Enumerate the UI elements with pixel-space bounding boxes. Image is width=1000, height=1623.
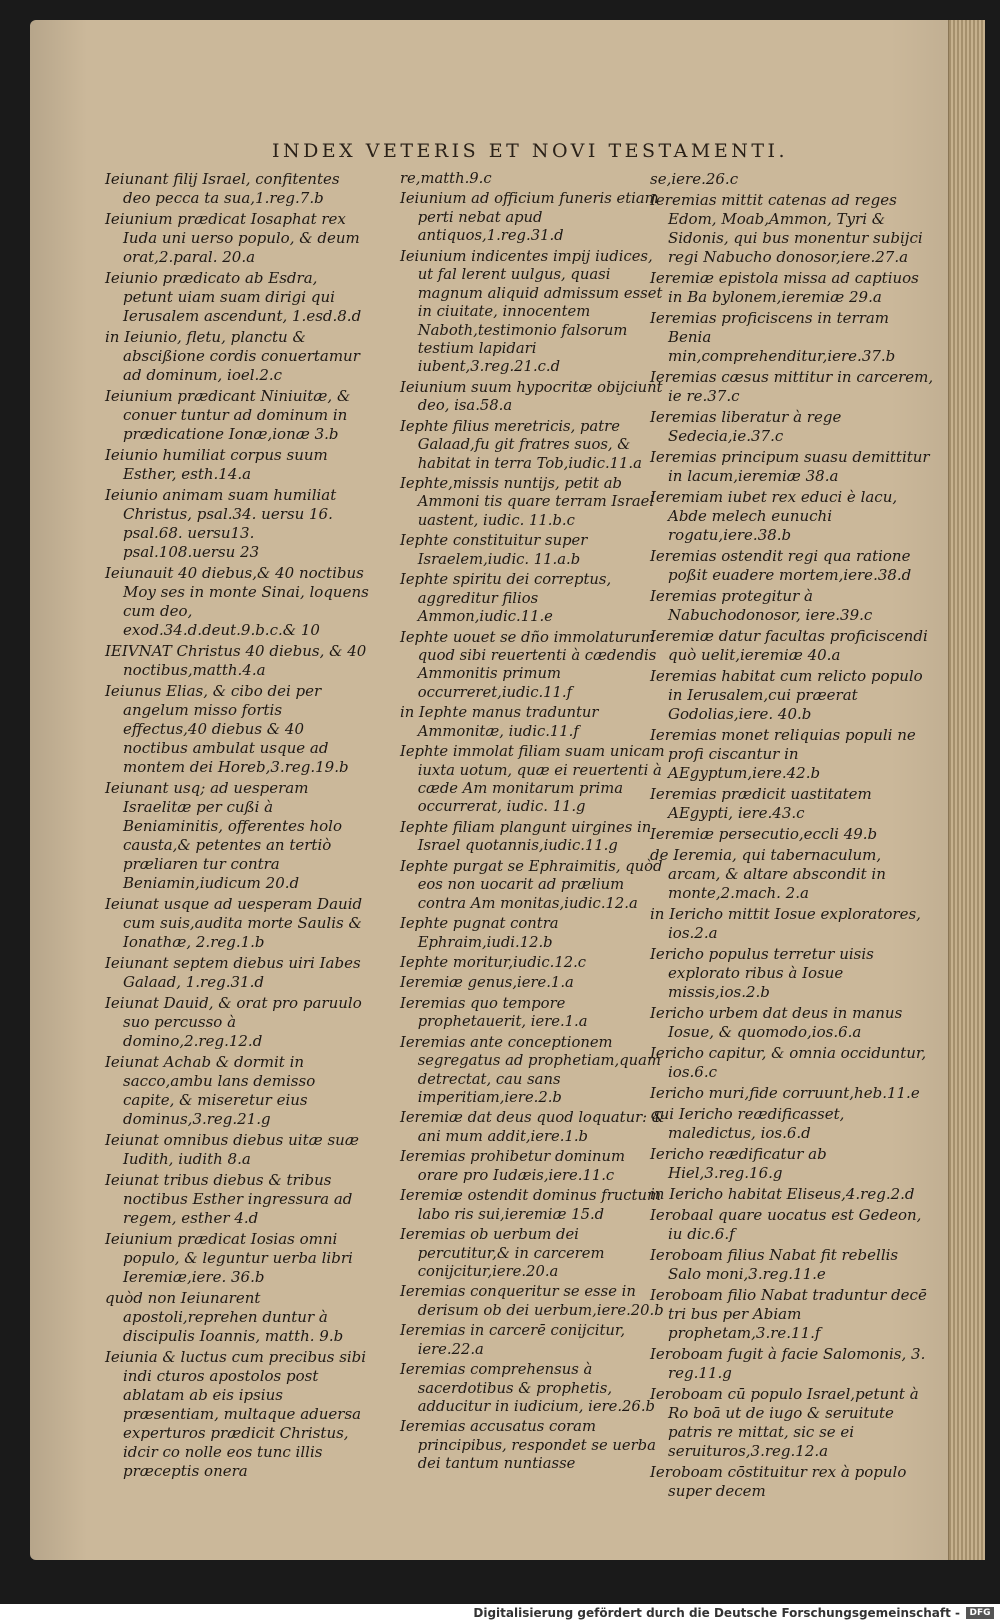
index-entry: Ieremiæ dat deus quod loquatur: & ani mum addit,iere.1.b [400,1109,665,1145]
index-entry: Ieremias ostendit regi qua ratione poßit euadere mortem,iere.38.d [650,547,912,584]
index-entry: Iericho populus terretur uisis explorato ribus à Iosue missis,ios.2.b [650,945,874,1001]
index-entry: IEIVNAT Christus 40 diebus, & 40 noctibus,matth.4.a [105,642,367,679]
index-entry: Ieroboam filio Nabat traduntur decē tri bus per Abiam prophetam,3.re.11.f [650,1286,927,1342]
index-column-left [105,170,370,1483]
page-header: INDEX VETERIS ET NOVI TESTAMENTI. [271,140,789,162]
index-entry: Ieiunat omnibus diebus uitæ suæ Iudith, iudith 8.a [105,1131,359,1168]
index-entry: Ieroboam filius Nabat fit rebellis Salo moni,3.reg.11.e [650,1246,899,1283]
index-entry: Ieremias prædicit uastitatem AEgypti, iere.43.c [650,785,872,822]
index-entry: in Iericho habitat Eliseus,4.reg.2.d [650,1185,915,1203]
index-entry: in Ieiunio, fletu, planctu & abscißione cordis conuertamur ad dominum, ioel.2.c [105,328,360,384]
index-entry: Ieremiæ datur facultas proficiscendi quò uelit,ieremiæ 40.a [650,627,928,664]
index-entry: Ieiunio humiliat corpus suum Esther, esth.14.a [105,446,328,483]
index-entry: Ieremias ante conceptionem segregatus ad prophetiam,quam detrectat, cau sans imperitiam,iere.2.b [400,1033,661,1106]
index-entry: Ieremias prohibetur dominum orare pro Iudæis,iere.11.c [400,1148,626,1184]
index-entry: Ieremiæ epistola missa ad captiuos in Ba bylonem,ieremiæ 29.a [650,269,919,306]
index-entry: Ieremias mittit catenas ad reges Edom, Moab,Ammon, Tyri & Sidonis, qui bus monentur subijci regi Nabucho donosor,iere.27.a [650,191,923,266]
index-entry: Ieiunium ad officium funeris etiam perti nebat apud antiquos,1.reg.31.d [400,190,659,245]
index-entry: Iericho muri,fide corruunt,heb.11.e [650,1084,920,1102]
index-entry: Iephte moritur,iudic.12.c [400,953,587,971]
index-entry: Ieiunium prædicat Iosaphat rex Iuda uni uerso populo, & deum orat,2.paral. 20.a [105,210,360,266]
index-column-right [650,170,935,1503]
index-entry: Ieiunium indicentes impij iudices, ut fal lerent uulgus, quasi magnum aliquid admissum esset in ciuitate, innocentem Naboth,testimonio falsorum testium lapidari iubent,3.reg.21.c.d [400,247,663,376]
index-entry: Iephte immolat filiam suam unicam iuxta uotum, quæ ei reuertenti à cæde Am monitarum prima occurrerat, iudic. 11.g [400,743,665,816]
index-entry: Ieremias ob uerbum dei percutitur,& in carcerem conijcitur,iere.20.a [400,1226,605,1280]
index-entry: Iephte uouet se dño immolaturum quod sibi reuertenti à cædendis Ammonitis primum occurreret,iudic.11.f [400,628,657,701]
index-entry: re,matth.9.c [400,170,492,187]
index-entry: Ieremias proficiscens in terram Benia min,comprehenditur,iere.37.b [650,309,896,365]
index-entry: Ieroboam cōstituitur rex à populo super decem [650,1463,907,1500]
index-entry: Ieiunant usq; ad uesperam Israelitæ per cußi à Beniaminitis, offerentes holo causta,& petentes an tertiò præliaren tur contra Beniamin,iudicum 20.d [105,779,342,892]
index-entry: Ieremias quo tempore prophetauerit, iere.1.a [400,994,588,1031]
index-entry: Ieremias protegitur à Nabuchodonosor, iere.39.c [650,587,873,624]
index-entry: Iephte spiritu dei correptus, aggreditur filios Ammon,iudic.11.e [400,571,612,626]
index-entry: Ieroboam cū populo Israel,petunt à Ro boā ut de iugo & seruitute patris re mittat, sic se ei seruituros,3.reg.12.a [650,1385,919,1460]
index-entry: Ieiunant septem diebus uiri Iabes Galaad, 1.reg.31.d [105,954,361,991]
index-entry: Ieiunus Elias, & cibo dei per angelum misso fortis effectus,40 diebus & 40 noctibus ambulat usque ad montem dei Horeb,3.reg.19.b [105,682,349,776]
index-entry: Ieiunat usque ad uesperam Dauid cum suis,audita morte Saulis & Ionathæ, 2.reg.1.b [105,895,363,951]
index-entry: Ieremias accusatus coram principibus, respondet se uerba dei tantum nuntiasse [400,1418,656,1473]
index-entry: Iephte filiam plangunt uirgines in Israel quotannis,iudic.11.g [400,818,652,855]
index-entry: Ieiunio animam suam humiliat Christus, psal.34. uersu 16. psal.68. uersu13. psal.108.uersu 23 [105,486,337,561]
index-entry: de Ieremia, qui tabernaculum, arcam, & altare abscondit in monte,2.mach. 2.a [650,846,886,902]
index-entry: Iericho reædificatur ab Hiel,3.reg.16.g [650,1145,827,1182]
page-edge [948,20,985,1560]
index-entry: Ieremias in carcerē conijcitur, iere.22.a [400,1322,626,1358]
index-entry: Iephte purgat se Ephraimitis, quòd eos non uocarit ad prælium contra Am monitas,iudic.12.a [400,857,663,912]
index-entry: Ieremiæ persecutio,eccli 49.b [650,825,878,843]
index-entry: Ieiunat tribus diebus & tribus noctibus Esther ingressura ad regem, esther 4.d [105,1171,353,1227]
index-entry: Ieremiæ genus,iere.1.a [400,974,574,992]
index-entry: Ieiunat Dauid, & orat pro paruulo suo percusso à domino,2.reg.12.d [105,994,362,1050]
footer-credit: Digitalisierung gefördert durch die Deutsche Forschungsgemeinschaft - [473,1606,960,1620]
index-entry: Ieiunium prædicant Niniuitæ, & conuer tuntur ad dominum in prædicatione Ionæ,ionæ 3.b [105,387,351,443]
index-entry: Ieiunium suum hypocritæ obijciunt deo, isa.58.a [400,378,663,415]
dfg-logo: DFG [966,1607,994,1619]
index-entry: Iericho capitur, & omnia occiduntur, ios.6.c [650,1044,927,1081]
index-entry: Ieiunant filij Israel, confitentes deo pecca ta sua,1.reg.7.b [105,170,340,207]
index-entry: Iephte,missis nuntijs, petit ab Ammoni tis quare terram Israel uastent, iudic. 11.b.c [400,475,655,529]
index-entry: Ieremias principum suasu demittitur in lacum,ieremiæ 38.a [650,448,930,485]
index-entry: in Iephte manus traduntur Ammonitæ, iudic.11.f [400,704,599,740]
index-entry: Ieremias comprehensus à sacerdotibus & prophetis, adducitur in iudicium, iere.26.b [400,1361,655,1415]
index-entry: Ieroboam fugit à facie Salomonis, 3. reg.11.g [650,1345,926,1382]
index-entry: Ierobaal quare uocatus est Gedeon, iu dic.6.f [650,1206,922,1243]
index-entry: Ieremiam iubet rex educi è lacu, Abde melech eunuchi rogatu,iere.38.b [650,488,898,544]
index-entry: in Iericho mittit Iosue exploratores, ios.2.a [650,905,921,942]
index-entry: quòd non Ieiunarent apostoli,reprehen duntur à discipulis Ioannis, matth. 9.b [105,1289,344,1345]
index-entry: Iephte pugnat contra Ephraim,iudi.12.b [400,915,559,951]
index-entry: Iericho urbem dat deus in manus Iosue, & quomodo,ios.6.a [650,1004,903,1041]
index-entry: Ieiunat Achab & dormit in sacco,ambu lans demisso capite, & miseretur eius dominus,3.reg.21.g [105,1053,316,1128]
index-entry: Iephte filius meretricis, patre Galaad,fu git fratres suos, & habitat in terra Tob,iudic.11.a [400,417,642,472]
index-entry: Ieiunio prædicato ab Esdra, petunt uiam suam dirigi qui Ierusalem ascendunt, 1.esd.8.d [105,269,362,325]
index-entry: Iephte constituitur super Israelem,iudic. 11.a.b [400,532,588,568]
index-entry: Ieiunium prædicat Iosias omni populo, & leguntur uerba libri Ieremiæ,iere. 36.b [105,1230,353,1286]
index-entry: se,iere.26.c [650,170,739,188]
index-entry: Ieremias conqueritur se esse in derisum ob dei uerbum,iere.20.b [400,1283,664,1319]
index-entry: Ieiunia & luctus cum precibus sibi indi cturos apostolos post ablatam ab eis ipsius præsentiam, multaque aduersa experturos prædicit Christus, idcir co nolle eos tunc illis præceptis onera [105,1348,367,1480]
index-entry: Ieremias habitat cum relicto populo in Ierusalem,cui præerat Godolias,iere. 40.b [650,667,923,723]
index-entry: Ieremiæ ostendit dominus fructum labo ris sui,ieremiæ 15.d [400,1187,661,1223]
index-column-middle [400,170,665,1476]
index-entry: Ieremias monet reliquias populi ne profi ciscantur in AEgyptum,iere.42.b [650,726,916,782]
index-entry: Ieremias liberatur à rege Sedecia,ie.37.c [650,408,842,445]
index-entry: Ieiunauit 40 diebus,& 40 noctibus Moy ses in monte Sinai, loquens cum deo, exod.34.d.deut.9.b.c.& 10 [105,564,369,639]
index-entry: Ieremias cæsus mittitur in carcerem, ie re.37.c [650,368,934,405]
index-entry: qui Iericho reædificasset, maledictus, ios.6.d [650,1105,845,1142]
